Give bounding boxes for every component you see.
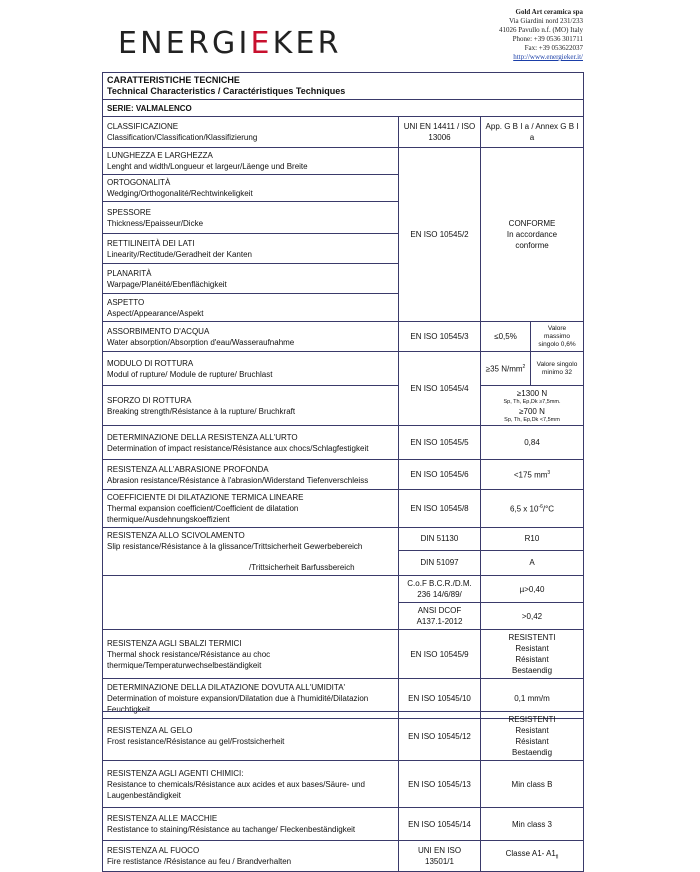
- table-cell: [103, 576, 399, 630]
- table-row: [103, 460, 584, 490]
- table-header: [103, 73, 584, 100]
- table-cell: A: [481, 550, 584, 575]
- company-address: Via Giardini nord 231/233: [508, 17, 583, 25]
- table-cell: SFORZO DI ROTTURA Breaking strength/Résistance à la rupture/ Bruchkraft: [103, 386, 399, 426]
- table-cell: 0,1 mm/m: [481, 679, 584, 719]
- table-cell: Min class B: [481, 761, 584, 808]
- table-row: [103, 148, 584, 175]
- table-cell: EN ISO 10545/13: [399, 761, 481, 808]
- table-cell: DIN 51130: [399, 528, 481, 551]
- table-cell: ANSI DCOF A137.1-2012: [399, 603, 481, 630]
- table-cell: <175 $mm^3$: [481, 460, 584, 490]
- table-cell: EN ISO 10545/3: [399, 322, 481, 352]
- dim-norm: EN ISO 10545/2: [399, 148, 481, 322]
- table-row: [103, 117, 584, 148]
- table-cell: EN ISO 10545/10: [399, 679, 481, 719]
- table-cell: R10: [481, 528, 584, 551]
- table-row: [103, 576, 584, 603]
- table-cell: CLASSIFICAZIONE Classification/Classification/Klassifizierung: [103, 117, 399, 148]
- table-cell: RESISTENZA ALL'ABRASIONE PROFONDA Abrasion resistance/Résistance à l'abrasion/Widerstand Tiefenverschleiss: [103, 460, 399, 490]
- table-row: [103, 426, 584, 460]
- table-cell: ASSORBIMENTO D'ACQUA Water absorption/Absorption d'eau/Wasseraufnahme: [103, 322, 399, 352]
- table-subtitle: Technical Characteristics / Caractéristiques Techniques: [107, 86, 346, 96]
- table-cell: RESISTENZA AL GELO Frost resistance/Résistance au gel/Frostsicherheit: [103, 712, 399, 761]
- table-row: [103, 761, 584, 808]
- table-cell: UNI EN 14411 / ISO 13006: [399, 117, 481, 148]
- table-row: [103, 630, 584, 679]
- table-cell: RESISTENZA AGLI SBALZI TERMICI Thermal shock resistance/Résistance au choc thermique/Temperaturwechselbeständigkeit: [103, 630, 399, 679]
- table-cell: 6,5 x $10^{-6}/^\circ C$: [481, 490, 584, 528]
- table-cell: EN ISO 10545/8: [399, 490, 481, 528]
- table-cell: EN ISO 10545/14: [399, 808, 481, 841]
- dim-value: CONFORME In accordance conforme: [481, 148, 584, 322]
- table-cell: PLANARITÀ Warpage/Planéité/Ebenflächigkeit: [103, 264, 399, 294]
- table-row: [103, 352, 584, 386]
- table-cell: EN ISO 10545/6: [399, 460, 481, 490]
- table-cell: RESISTENZA AL FUOCO Fire restistance /Résistance au feu / Brandverhalten: [103, 841, 399, 872]
- table-cell: SPESSORE Thickness/Epaisseur/Dicke: [103, 202, 399, 234]
- table-cell: MODULO DI ROTTURA Modul of rupture/ Module de rupture/ Bruchlast: [103, 352, 399, 386]
- table-cell: Valore singolo minimo 32: [531, 352, 584, 386]
- table-row: [103, 490, 584, 528]
- technical-table: [102, 72, 584, 719]
- table-cell: Valore massimo singolo 0,6%: [531, 322, 584, 352]
- table-cell: EN ISO 10545/12: [399, 712, 481, 761]
- table-cell: DETERMINAZIONE DELLA DILATAZIONE DOVUTA ALL'UMIDITA' Determination of moisture expansion/Dilatation due à l'humidité/Dilatazion Feuchtigkeit: [103, 679, 399, 719]
- table-cell: RESISTENTI Resistant Résistant Bestaendig: [481, 712, 584, 761]
- table-row: [103, 808, 584, 841]
- table-cell: UNI EN ISO 13501/1: [399, 841, 481, 872]
- table-cell: DETERMINAZIONE DELLA RESISTENZA ALL'URTO Determination of impact resistance/Résistance aux chocs/Schlagfestigkeit: [103, 426, 399, 460]
- table-cell: RESISTENZA ALLO SCIVOLAMENTO Slip resistance/Résistance à la glissance/Trittsicherheit Gewerbebereich /Trittsicherheit Barfussbereich: [103, 528, 399, 576]
- table-cell: EN ISO 10545/5: [399, 426, 481, 460]
- table-row: [103, 528, 584, 551]
- table-row: [103, 712, 584, 761]
- table-cell: LUNGHEZZA E LARGHEZZA Lenght and width/Longueur et largeur/Läenge und Breite: [103, 148, 399, 175]
- table-row: [103, 841, 584, 872]
- logo-mark: E: [250, 26, 273, 61]
- table-cell: ORTOGONALITÀ Wedging/Orthogonalité/Rechtwinkeligkeit: [103, 175, 399, 202]
- company-city: 41026 Pavullo n.f. (MO) Italy: [499, 26, 583, 34]
- table-cell: ≥35 $N/mm^2$: [481, 352, 531, 386]
- table-cell: RESISTENZA ALLE MACCHIE Restistance to staining/Résistance au tachange/ Fleckenbeständigkeit: [103, 808, 399, 841]
- company-url-link[interactable]: http://www.energieker.it/: [513, 53, 583, 61]
- table-cell: App. G B I a / Annex G B I a: [481, 117, 584, 148]
- table-row: [103, 322, 584, 352]
- table-cell: 0,84: [481, 426, 584, 460]
- table-cell: µ>0,40: [481, 576, 584, 603]
- table-row: [103, 100, 584, 117]
- table-title: CARATTERISTICHE TECNICHE: [107, 75, 240, 85]
- table-cell: ≤0,5%: [481, 322, 531, 352]
- company-phone: Phone: +39 0536 301711: [512, 35, 583, 43]
- company-name: Gold Art ceramica spa: [515, 8, 583, 16]
- technical-table-2: [102, 711, 584, 872]
- table-cell: COEFFICIENTE DI DILATAZIONE TERMICA LINEARE Thermal expansion coefficient/Coefficient de dilatation thermique/Ausdehnungskoeffizient: [103, 490, 399, 528]
- table-cell: RETTILINEITÀ DEI LATI Linearity/Rectitude/Geradheit der Kanten: [103, 234, 399, 264]
- table-row: [103, 386, 584, 426]
- table-cell: C.o.F B.C.R./D.M. 236 14/6/89/: [399, 576, 481, 603]
- table-row: [103, 73, 584, 100]
- table-cell: ≥1300 N Sp, Th, Ep,Dk ≥7,5mm. ≥700 N Sp, Th, Ep,Dk <7,5mm: [481, 386, 584, 426]
- table-cell: ASPETTO Aspect/Appearance/Aspekt: [103, 294, 399, 322]
- company-fax: Fax: +39 053622037: [524, 44, 583, 52]
- table-cell: DIN 51097: [399, 550, 481, 575]
- table-cell: RESISTENTI Resistant Résistant Bestaendig: [481, 630, 584, 679]
- table-cell: Classe A1- $A1_{fl}$: [481, 841, 584, 872]
- energieker-logo: ENERGIEKER: [118, 26, 342, 61]
- table-cell: Min class 3: [481, 808, 584, 841]
- table-cell: RESISTENZA AGLI AGENTI CHIMICI: Resistance to chemicals/Résistance aux acides et aux bases/Säure- und Laugenbeständigkeit: [103, 761, 399, 808]
- table-cell: EN ISO 10545/4: [399, 352, 481, 426]
- serie-label: SERIE: VALMALENCO: [103, 100, 584, 117]
- company-info: [413, 8, 583, 62]
- table-cell: EN ISO 10545/9: [399, 630, 481, 679]
- table-cell: >0,42: [481, 603, 584, 630]
